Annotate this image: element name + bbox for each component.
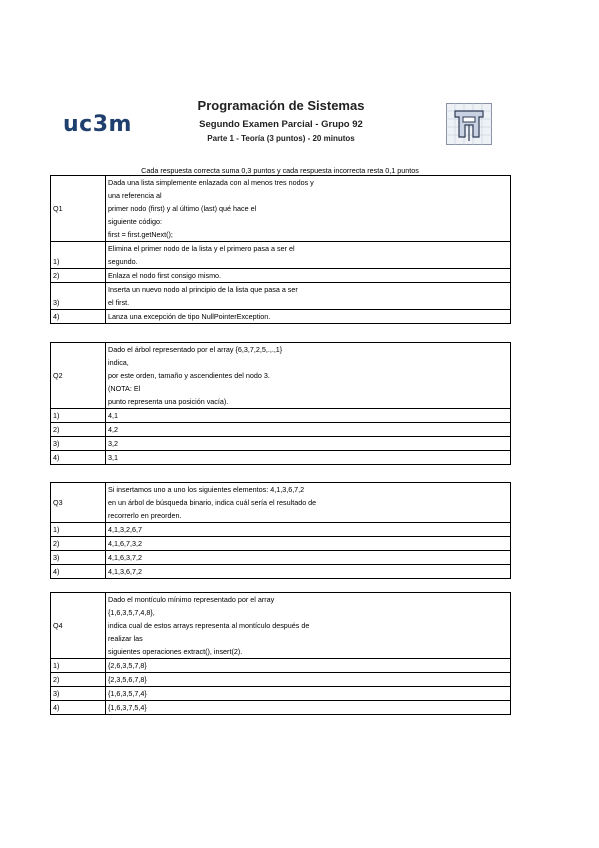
document-title: Programación de Sistemas (197, 98, 365, 113)
option-text (106, 537, 511, 551)
option-text (106, 551, 511, 565)
question-line: indica, (108, 358, 129, 367)
option-line: el first. (108, 298, 130, 307)
question-row (51, 176, 511, 242)
option-line: {1,6,3,7,5,4} (108, 703, 147, 712)
option-text (106, 673, 511, 687)
option-row (51, 565, 511, 579)
question-table-q3 (50, 482, 511, 579)
question-id: Q1 (51, 176, 106, 242)
option-text (106, 269, 511, 283)
option-text (106, 437, 511, 451)
option-line: 4,1,6,7,3,2 (108, 539, 142, 548)
question-line: en un árbol de búsqueda binario, indica cuál sería el resultado de (108, 498, 317, 507)
option-line: 3,1 (108, 453, 118, 462)
question-id: Q4 (51, 593, 106, 659)
option-row (51, 283, 511, 310)
option-line: Lanza una excepción de tipo NullPointerException. (108, 312, 271, 321)
document-subtitle: Segundo Examen Parcial - Grupo 92 (199, 119, 363, 130)
option-row (51, 523, 511, 537)
university-emblem-icon (446, 103, 492, 145)
option-number: 1) (51, 523, 106, 537)
option-row (51, 310, 511, 324)
option-text (106, 701, 511, 715)
question-line: Dado el montículo mínimo representado por el array (108, 595, 275, 604)
question-line: Dado el árbol representado por el array {6,3,7,2,5,.,.,1} (108, 345, 283, 354)
question-row (51, 343, 511, 409)
question-line: por este orden, tamaño y ascendientes del nodo 3. (108, 371, 270, 380)
option-line: segundo. (108, 257, 138, 266)
option-number: 4) (51, 701, 106, 715)
question-id: Q3 (51, 483, 106, 523)
option-row (51, 269, 511, 283)
option-number: 1) (51, 409, 106, 423)
uc3m-logo: uc3m (63, 112, 132, 137)
option-text (106, 409, 511, 423)
question-line: (NOTA: El (108, 384, 141, 393)
option-line: 4,1,3,2,6,7 (108, 525, 142, 534)
option-row (51, 701, 511, 715)
question-text (106, 593, 511, 659)
question-line: Dada una lista simplemente enlazada con al menos tres nodos y (108, 178, 314, 187)
option-line: Enlaza el nodo first consigo mismo. (108, 271, 222, 280)
option-number: 2) (51, 537, 106, 551)
exam-part-label: Parte 1 - Teoría (3 puntos) - 20 minutos (207, 134, 355, 143)
question-line: siguientes operaciones extract(), insert(2). (108, 647, 243, 656)
option-row (51, 409, 511, 423)
option-text (106, 659, 511, 673)
question-line: una referencia al (108, 191, 162, 200)
option-line: {2,6,3,5,7,8} (108, 661, 147, 670)
option-number: 2) (51, 269, 106, 283)
option-text (106, 283, 511, 310)
option-text (106, 565, 511, 579)
option-row (51, 437, 511, 451)
question-line: recorrerlo en preorden. (108, 511, 182, 520)
question-line: first = first.getNext(); (108, 230, 173, 239)
option-row (51, 673, 511, 687)
question-table-q1 (50, 175, 511, 324)
option-row (51, 659, 511, 673)
question-table-q4 (50, 592, 511, 715)
option-row (51, 537, 511, 551)
option-line: 3,2 (108, 439, 118, 448)
option-row (51, 451, 511, 465)
option-text (106, 451, 511, 465)
option-row (51, 687, 511, 701)
option-line: Inserta un nuevo nodo al principio de la lista que pasa a ser (108, 285, 298, 294)
option-text (106, 687, 511, 701)
option-number: 1) (51, 242, 106, 269)
question-line: punto representa una posición vacía). (108, 397, 229, 406)
option-line: 4,1 (108, 411, 118, 420)
question-id: Q2 (51, 343, 106, 409)
option-number: 1) (51, 659, 106, 673)
option-row (51, 242, 511, 269)
option-text (106, 242, 511, 269)
option-number: 3) (51, 687, 106, 701)
question-row (51, 593, 511, 659)
option-text (106, 523, 511, 537)
question-text (106, 343, 511, 409)
option-number: 4) (51, 565, 106, 579)
option-text (106, 423, 511, 437)
option-number: 3) (51, 551, 106, 565)
option-line: 4,2 (108, 425, 118, 434)
question-row (51, 483, 511, 523)
option-number: 4) (51, 451, 106, 465)
question-line: siguiente código: (108, 217, 162, 226)
option-number: 4) (51, 310, 106, 324)
question-text (106, 483, 511, 523)
option-number: 2) (51, 423, 106, 437)
option-number: 3) (51, 283, 106, 310)
option-row (51, 423, 511, 437)
question-line: primer nodo (first) y al último (last) qué hace el (108, 204, 257, 213)
question-line: indica cual de estos arrays representa al montículo después de (108, 621, 310, 630)
scoring-note: Cada respuesta correcta suma 0,3 puntos y cada respuesta incorrecta resta 0,1 puntos (141, 166, 419, 175)
option-line: {2,3,5,6,7,8} (108, 675, 147, 684)
option-line: 4,1,6,3,7,2 (108, 553, 142, 562)
question-table-q2 (50, 342, 511, 465)
option-line: Elimina el primer nodo de la lista y el primero pasa a ser el (108, 244, 295, 253)
question-text (106, 176, 511, 242)
option-number: 2) (51, 673, 106, 687)
question-line: {1,6,3,5,7,4,8}, (108, 608, 155, 617)
option-number: 3) (51, 437, 106, 451)
question-line: realizar las (108, 634, 143, 643)
option-line: {1,6,3,5,7,4} (108, 689, 147, 698)
option-line: 4,1,3,6,7,2 (108, 567, 142, 576)
document-header (150, 98, 412, 143)
question-line: Si insertamos uno a uno los siguientes elementos: 4,1,3,6,7,2 (108, 485, 305, 494)
option-row (51, 551, 511, 565)
option-text (106, 310, 511, 324)
